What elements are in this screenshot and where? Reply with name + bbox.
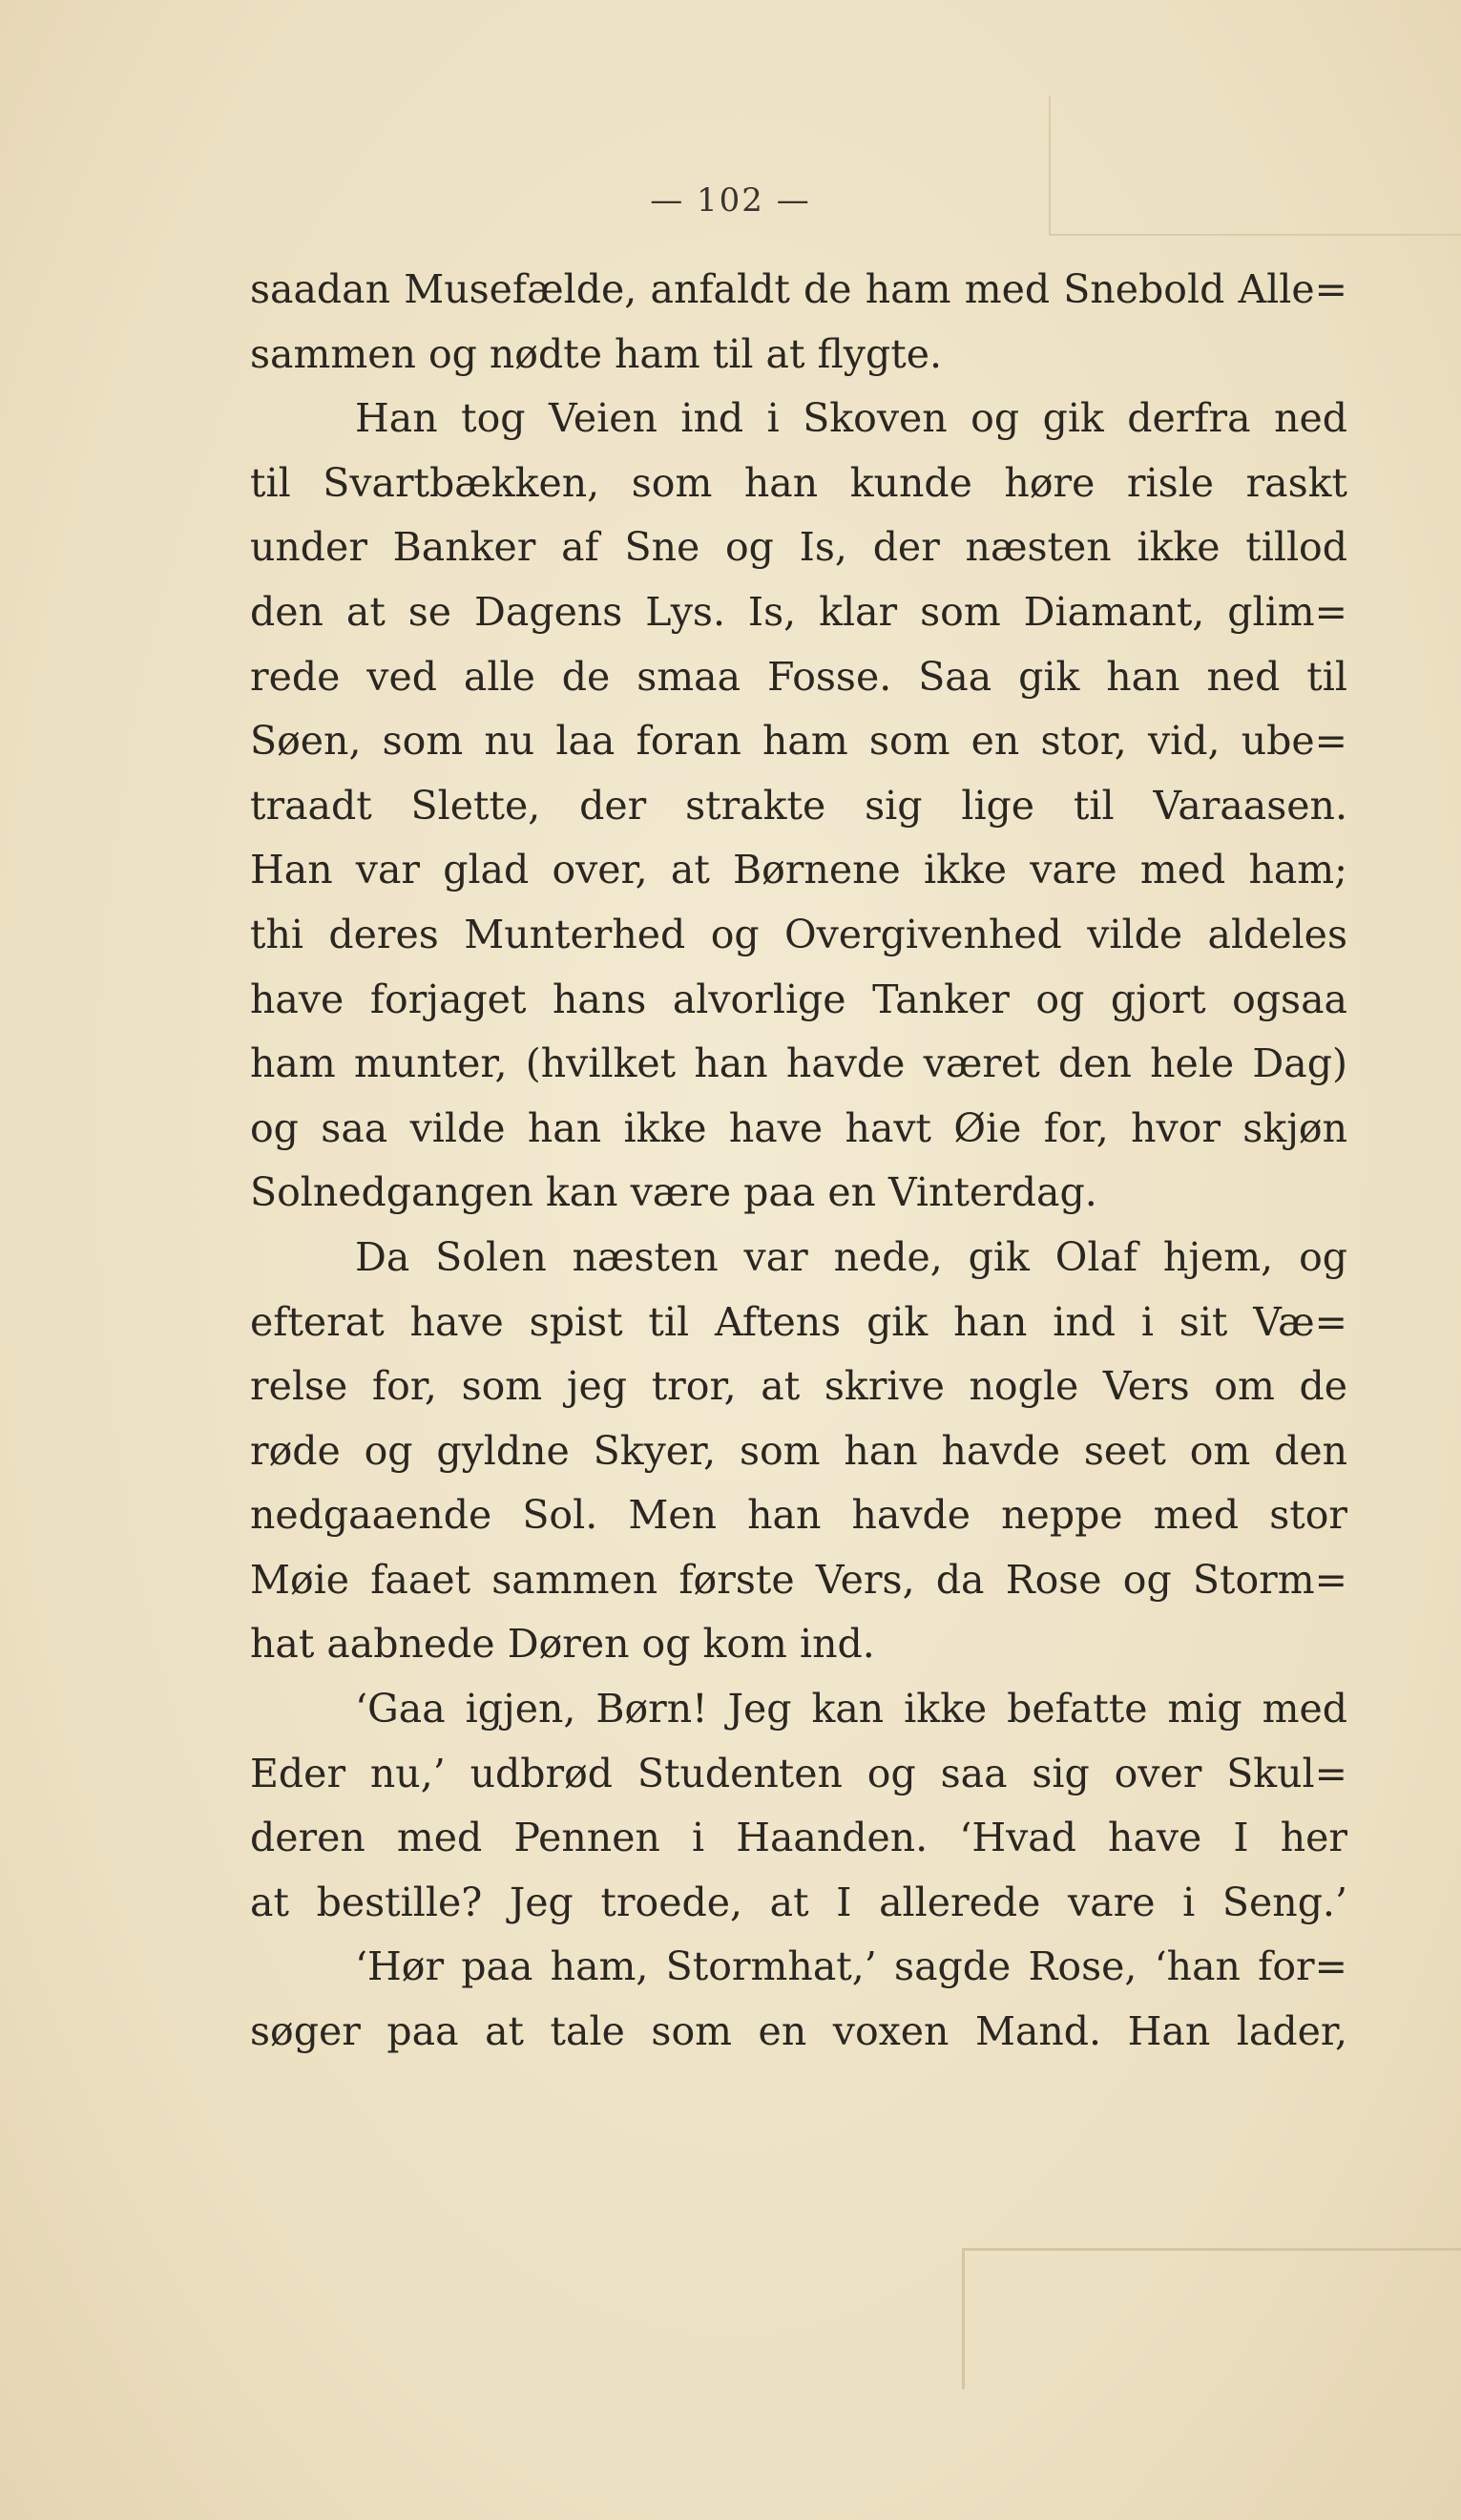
text-line: sammen og nødte ham til at flygte. (250, 330, 942, 377)
text-line: hat aabnede Døren og kom ind. (250, 1621, 875, 1668)
text-line: have forjaget hans alvorlige Tanker og gjort ogsaa (250, 976, 1347, 1022)
page-edge-mark (962, 2248, 1461, 2389)
text-line: nedgaaende Sol. Men han havde neppe med stor (250, 1492, 1347, 1539)
body-text (250, 258, 1347, 2065)
text-line: Han tog Veien ind i Skoven og gik derfra ned (355, 395, 1347, 442)
text-line: den at se Dagens Lys. Is, klar som Diamant, glim= (250, 588, 1347, 635)
text-line: Møie faaet sammen første Vers, da Rose og Storm= (250, 1556, 1347, 1603)
text-line: ‘Hør paa ham, Stormhat,’ sagde Rose, ‘han for= (355, 1943, 1347, 1990)
text-line: røde og gyldne Skyer, som han havde seet om den (250, 1427, 1347, 1474)
text-line: Søen, som nu laa foran ham som en stor, vid, ube= (250, 718, 1347, 765)
text-line: til Svartbækken, som han kunde høre risle raskt (250, 459, 1347, 506)
text-line: at bestille? Jeg troede, at I allerede vare i Seng.’ (250, 1879, 1347, 1925)
text-line: relse for, som jeg tror, at skrive nogle Vers om de (250, 1363, 1347, 1410)
text-line: under Banker af Sne og Is, der næsten ikke tillod (250, 524, 1347, 571)
text-line: efterat have spist til Aftens gik han ind i sit Væ= (250, 1298, 1347, 1345)
text-line: deren med Pennen i Haanden. ‘Hvad have I her (250, 1815, 1347, 1861)
text-line: traadt Slette, der strakte sig lige til Varaasen. (250, 782, 1347, 829)
text-line: ham munter, (hvilket han havde været den hele Dag) (250, 1040, 1347, 1087)
text-line: Han var glad over, at Børnene ikke vare med ham; (250, 847, 1347, 893)
text-line: og saa vilde han ikke have havt Øie for, hvor skjøn (250, 1104, 1347, 1151)
text-line: Solnedgangen kan være paa en Vinterdag. (250, 1169, 1097, 1216)
text-line: søger paa at tale som en voxen Mand. Han lader, (250, 2008, 1347, 2055)
text-line: thi deres Munterhed og Overgivenhed vilde aldeles (250, 911, 1347, 957)
text-line: ‘Gaa igjen, Børn! Jeg kan ikke befatte mig med (355, 1686, 1347, 1732)
text-line: Eder nu,’ udbrød Studenten og saa sig over Skul= (250, 1750, 1347, 1796)
text-line: Da Solen næsten var nede, gik Olaf hjem, og (355, 1233, 1347, 1280)
text-line: saadan Musefælde, anfaldt de ham med Snebold Alle= (250, 266, 1347, 312)
text-line: rede ved alle de smaa Fosse. Saa gik han ned til (250, 653, 1347, 700)
page-number: — 102 — (650, 181, 811, 220)
